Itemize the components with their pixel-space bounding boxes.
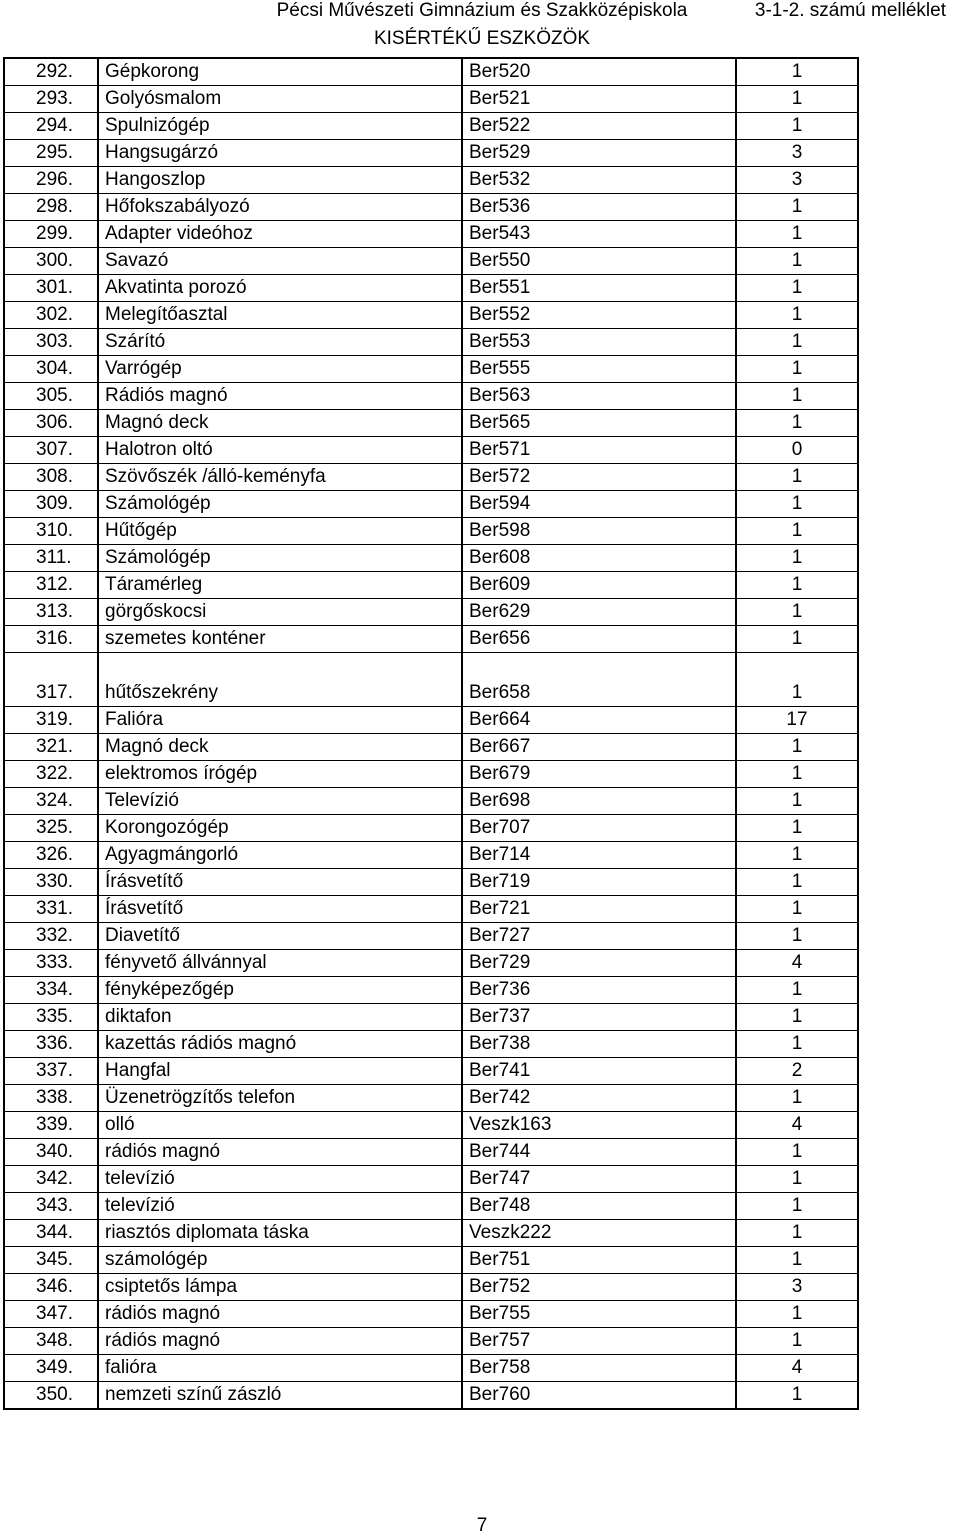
table-row bbox=[4, 329, 858, 356]
table-row bbox=[4, 896, 858, 923]
table-row bbox=[4, 599, 858, 626]
inventory-code: Ber747 bbox=[462, 1166, 736, 1193]
inventory-code: Ber532 bbox=[462, 167, 736, 194]
item-name: riasztós diplomata táska bbox=[98, 1220, 462, 1247]
inventory-code: Ber752 bbox=[462, 1274, 736, 1301]
inventory-code: Ber565 bbox=[462, 410, 736, 437]
row-number: 295. bbox=[4, 140, 98, 167]
row-number: 298. bbox=[4, 194, 98, 221]
item-name: fényvető állvánnyal bbox=[98, 950, 462, 977]
row-number: 300. bbox=[4, 248, 98, 275]
row-number: 340. bbox=[4, 1139, 98, 1166]
inventory-code: Ber757 bbox=[462, 1328, 736, 1355]
quantity: 1 bbox=[736, 815, 858, 842]
inventory-code: Ber552 bbox=[462, 302, 736, 329]
item-name: Számológép bbox=[98, 491, 462, 518]
row-number: 335. bbox=[4, 1004, 98, 1031]
table-row bbox=[4, 653, 858, 707]
row-number: 322. bbox=[4, 761, 98, 788]
item-name: televízió bbox=[98, 1193, 462, 1220]
item-name: Savazó bbox=[98, 248, 462, 275]
inventory-code: Ber737 bbox=[462, 1004, 736, 1031]
table-row bbox=[4, 167, 858, 194]
row-number: 301. bbox=[4, 275, 98, 302]
item-name: Korongozógép bbox=[98, 815, 462, 842]
quantity: 1 bbox=[736, 869, 858, 896]
document-subtitle: KISÉRTÉKŰ ESZKÖZÖK bbox=[373, 28, 591, 49]
quantity: 1 bbox=[736, 491, 858, 518]
table-row bbox=[4, 869, 858, 896]
item-name: Írásvetítő bbox=[98, 896, 462, 923]
item-name: Diavetítő bbox=[98, 923, 462, 950]
inventory-code: Ber594 bbox=[462, 491, 736, 518]
inventory-code: Ber563 bbox=[462, 383, 736, 410]
quantity: 1 bbox=[736, 842, 858, 869]
quantity: 1 bbox=[736, 599, 858, 626]
inventory-code: Ber736 bbox=[462, 977, 736, 1004]
table-row bbox=[4, 734, 858, 761]
table-row bbox=[4, 113, 858, 140]
inventory-code: Ber536 bbox=[462, 194, 736, 221]
row-number: 342. bbox=[4, 1166, 98, 1193]
item-name: Szárító bbox=[98, 329, 462, 356]
table-row bbox=[4, 437, 858, 464]
item-name: elektromos írógép bbox=[98, 761, 462, 788]
inventory-code: Ber721 bbox=[462, 896, 736, 923]
row-number: 309. bbox=[4, 491, 98, 518]
table-row bbox=[4, 1247, 858, 1274]
quantity: 1 bbox=[736, 1328, 858, 1355]
row-number: 346. bbox=[4, 1274, 98, 1301]
inventory-code: Ber608 bbox=[462, 545, 736, 572]
inventory-code: Ber521 bbox=[462, 86, 736, 113]
item-name: televízió bbox=[98, 1166, 462, 1193]
row-number: 334. bbox=[4, 977, 98, 1004]
row-number: 306. bbox=[4, 410, 98, 437]
table-row bbox=[4, 572, 858, 599]
quantity: 1 bbox=[736, 1301, 858, 1328]
inventory-code: Ber529 bbox=[462, 140, 736, 167]
quantity: 1 bbox=[736, 653, 858, 707]
row-number: 336. bbox=[4, 1031, 98, 1058]
quantity: 0 bbox=[736, 437, 858, 464]
row-number: 330. bbox=[4, 869, 98, 896]
table-row bbox=[4, 518, 858, 545]
item-name: hűtőszekrény bbox=[98, 653, 462, 707]
quantity: 1 bbox=[736, 86, 858, 113]
item-name: olló bbox=[98, 1112, 462, 1139]
item-name: Akvatinta porozó bbox=[98, 275, 462, 302]
item-name: Hangfal bbox=[98, 1058, 462, 1085]
inventory-code: Ber744 bbox=[462, 1139, 736, 1166]
item-name: kazettás rádiós magnó bbox=[98, 1031, 462, 1058]
quantity: 1 bbox=[736, 626, 858, 653]
table-row bbox=[4, 626, 858, 653]
item-name: Golyósmalom bbox=[98, 86, 462, 113]
inventory-code: Ber543 bbox=[462, 221, 736, 248]
table-row bbox=[4, 1301, 858, 1328]
quantity: 1 bbox=[736, 410, 858, 437]
quantity: 17 bbox=[736, 707, 858, 734]
inventory-code: Veszk163 bbox=[462, 1112, 736, 1139]
quantity: 1 bbox=[736, 1031, 858, 1058]
inventory-code: Ber698 bbox=[462, 788, 736, 815]
inventory-code: Ber629 bbox=[462, 599, 736, 626]
quantity: 1 bbox=[736, 518, 858, 545]
quantity: 1 bbox=[736, 572, 858, 599]
row-number: 310. bbox=[4, 518, 98, 545]
inventory-table bbox=[3, 57, 859, 1410]
item-name: falióra bbox=[98, 1355, 462, 1382]
inventory-code: Ber755 bbox=[462, 1301, 736, 1328]
item-name: Televízió bbox=[98, 788, 462, 815]
inventory-code: Ber714 bbox=[462, 842, 736, 869]
row-number: 305. bbox=[4, 383, 98, 410]
quantity: 4 bbox=[736, 950, 858, 977]
inventory-code: Ber551 bbox=[462, 275, 736, 302]
item-name: Varrógép bbox=[98, 356, 462, 383]
item-name: rádiós magnó bbox=[98, 1328, 462, 1355]
item-name: Hangoszlop bbox=[98, 167, 462, 194]
row-number: 325. bbox=[4, 815, 98, 842]
quantity: 1 bbox=[736, 545, 858, 572]
quantity: 1 bbox=[736, 788, 858, 815]
quantity: 1 bbox=[736, 761, 858, 788]
item-name: görgőskocsi bbox=[98, 599, 462, 626]
item-name: csiptetős lámpa bbox=[98, 1274, 462, 1301]
table-row bbox=[4, 1382, 858, 1410]
item-name: rádiós magnó bbox=[98, 1301, 462, 1328]
item-name: Agyagmángorló bbox=[98, 842, 462, 869]
row-number: 307. bbox=[4, 437, 98, 464]
table-row bbox=[4, 58, 858, 86]
item-name: Írásvetítő bbox=[98, 869, 462, 896]
quantity: 1 bbox=[736, 329, 858, 356]
row-number: 303. bbox=[4, 329, 98, 356]
row-number: 347. bbox=[4, 1301, 98, 1328]
annex-label: 3-1-2. számú melléklet bbox=[754, 0, 946, 21]
quantity: 1 bbox=[736, 1139, 858, 1166]
table-row bbox=[4, 194, 858, 221]
quantity: 3 bbox=[736, 140, 858, 167]
inventory-code: Ber707 bbox=[462, 815, 736, 842]
row-number: 345. bbox=[4, 1247, 98, 1274]
table-row bbox=[4, 1274, 858, 1301]
row-number: 299. bbox=[4, 221, 98, 248]
quantity: 1 bbox=[736, 302, 858, 329]
table-row bbox=[4, 815, 858, 842]
table-row bbox=[4, 545, 858, 572]
inventory-code: Ber522 bbox=[462, 113, 736, 140]
quantity: 1 bbox=[736, 977, 858, 1004]
table-row bbox=[4, 707, 858, 734]
row-number: 296. bbox=[4, 167, 98, 194]
page-number: 7 bbox=[476, 1515, 488, 1536]
table-row bbox=[4, 1220, 858, 1247]
table-row bbox=[4, 1058, 858, 1085]
inventory-code: Ber727 bbox=[462, 923, 736, 950]
quantity: 4 bbox=[736, 1355, 858, 1382]
row-number: 326. bbox=[4, 842, 98, 869]
quantity: 3 bbox=[736, 1274, 858, 1301]
quantity: 1 bbox=[736, 383, 858, 410]
inventory-code: Ber598 bbox=[462, 518, 736, 545]
inventory-code: Ber553 bbox=[462, 329, 736, 356]
item-name: Halotron oltó bbox=[98, 437, 462, 464]
item-name: Gépkorong bbox=[98, 58, 462, 86]
row-number: 304. bbox=[4, 356, 98, 383]
table-row bbox=[4, 1355, 858, 1382]
item-name: Falióra bbox=[98, 707, 462, 734]
item-name: szemetes konténer bbox=[98, 626, 462, 653]
table-row bbox=[4, 491, 858, 518]
inventory-code: Ber738 bbox=[462, 1031, 736, 1058]
table-row bbox=[4, 1085, 858, 1112]
table-row bbox=[4, 383, 858, 410]
inventory-code: Ber664 bbox=[462, 707, 736, 734]
item-name: Spulnizógép bbox=[98, 113, 462, 140]
quantity: 1 bbox=[736, 1085, 858, 1112]
table-row bbox=[4, 1004, 858, 1031]
quantity: 3 bbox=[736, 167, 858, 194]
row-number: 349. bbox=[4, 1355, 98, 1382]
inventory-code: Ber751 bbox=[462, 1247, 736, 1274]
row-number: 343. bbox=[4, 1193, 98, 1220]
row-number: 313. bbox=[4, 599, 98, 626]
quantity: 1 bbox=[736, 464, 858, 491]
inventory-table-body bbox=[4, 58, 858, 1409]
table-row bbox=[4, 410, 858, 437]
inventory-code: Ber758 bbox=[462, 1355, 736, 1382]
row-number: 338. bbox=[4, 1085, 98, 1112]
table-row bbox=[4, 464, 858, 491]
inventory-code: Ber609 bbox=[462, 572, 736, 599]
quantity: 1 bbox=[736, 1004, 858, 1031]
table-row bbox=[4, 356, 858, 383]
quantity: 1 bbox=[736, 896, 858, 923]
inventory-code: Ber658 bbox=[462, 653, 736, 707]
row-number: 294. bbox=[4, 113, 98, 140]
row-number: 302. bbox=[4, 302, 98, 329]
row-number: 344. bbox=[4, 1220, 98, 1247]
table-row bbox=[4, 1328, 858, 1355]
quantity: 1 bbox=[736, 356, 858, 383]
item-name: Adapter videóhoz bbox=[98, 221, 462, 248]
row-number: 331. bbox=[4, 896, 98, 923]
item-name: Melegítőasztal bbox=[98, 302, 462, 329]
table-row bbox=[4, 275, 858, 302]
table-row bbox=[4, 221, 858, 248]
item-name: Magnó deck bbox=[98, 410, 462, 437]
row-number: 293. bbox=[4, 86, 98, 113]
inventory-code: Ber667 bbox=[462, 734, 736, 761]
item-name: számológép bbox=[98, 1247, 462, 1274]
inventory-code: Veszk222 bbox=[462, 1220, 736, 1247]
inventory-code: Ber742 bbox=[462, 1085, 736, 1112]
quantity: 1 bbox=[736, 58, 858, 86]
quantity: 1 bbox=[736, 923, 858, 950]
row-number: 319. bbox=[4, 707, 98, 734]
quantity: 1 bbox=[736, 275, 858, 302]
item-name: Táramérleg bbox=[98, 572, 462, 599]
inventory-code: Ber550 bbox=[462, 248, 736, 275]
table-row bbox=[4, 842, 858, 869]
table-row bbox=[4, 977, 858, 1004]
item-name: Magnó deck bbox=[98, 734, 462, 761]
quantity: 1 bbox=[736, 734, 858, 761]
row-number: 316. bbox=[4, 626, 98, 653]
school-name: Pécsi Művészeti Gimnázium és Szakközépiskola bbox=[276, 0, 688, 21]
table-row bbox=[4, 1166, 858, 1193]
quantity: 1 bbox=[736, 1166, 858, 1193]
row-number: 333. bbox=[4, 950, 98, 977]
inventory-code: Ber555 bbox=[462, 356, 736, 383]
inventory-code: Ber679 bbox=[462, 761, 736, 788]
quantity: 1 bbox=[736, 1220, 858, 1247]
row-number: 317. bbox=[4, 653, 98, 707]
quantity: 1 bbox=[736, 221, 858, 248]
item-name: Szövőszék /álló-keményfa bbox=[98, 464, 462, 491]
table-row bbox=[4, 950, 858, 977]
row-number: 292. bbox=[4, 58, 98, 86]
inventory-code: Ber572 bbox=[462, 464, 736, 491]
table-row bbox=[4, 248, 858, 275]
table-row bbox=[4, 1112, 858, 1139]
quantity: 1 bbox=[736, 194, 858, 221]
quantity: 1 bbox=[736, 113, 858, 140]
quantity: 4 bbox=[736, 1112, 858, 1139]
table-row bbox=[4, 1031, 858, 1058]
inventory-code: Ber760 bbox=[462, 1382, 736, 1410]
table-row bbox=[4, 86, 858, 113]
table-row bbox=[4, 788, 858, 815]
row-number: 324. bbox=[4, 788, 98, 815]
item-name: Hűtőgép bbox=[98, 518, 462, 545]
table-row bbox=[4, 302, 858, 329]
table-row bbox=[4, 761, 858, 788]
quantity: 1 bbox=[736, 1193, 858, 1220]
quantity: 1 bbox=[736, 248, 858, 275]
quantity: 1 bbox=[736, 1247, 858, 1274]
quantity: 2 bbox=[736, 1058, 858, 1085]
item-name: nemzeti színű zászló bbox=[98, 1382, 462, 1410]
row-number: 348. bbox=[4, 1328, 98, 1355]
item-name: rádiós magnó bbox=[98, 1139, 462, 1166]
inventory-code: Ber520 bbox=[462, 58, 736, 86]
item-name: diktafon bbox=[98, 1004, 462, 1031]
row-number: 308. bbox=[4, 464, 98, 491]
item-name: Hangsugárzó bbox=[98, 140, 462, 167]
item-name: Rádiós magnó bbox=[98, 383, 462, 410]
table-row bbox=[4, 140, 858, 167]
inventory-code: Ber719 bbox=[462, 869, 736, 896]
row-number: 332. bbox=[4, 923, 98, 950]
inventory-code: Ber729 bbox=[462, 950, 736, 977]
row-number: 311. bbox=[4, 545, 98, 572]
inventory-code: Ber656 bbox=[462, 626, 736, 653]
item-name: Hőfokszabályozó bbox=[98, 194, 462, 221]
row-number: 339. bbox=[4, 1112, 98, 1139]
quantity: 1 bbox=[736, 1382, 858, 1410]
row-number: 350. bbox=[4, 1382, 98, 1410]
item-name: Számológép bbox=[98, 545, 462, 572]
row-number: 337. bbox=[4, 1058, 98, 1085]
inventory-code: Ber571 bbox=[462, 437, 736, 464]
row-number: 312. bbox=[4, 572, 98, 599]
inventory-code: Ber741 bbox=[462, 1058, 736, 1085]
inventory-code: Ber748 bbox=[462, 1193, 736, 1220]
item-name: Üzenetrögzítős telefon bbox=[98, 1085, 462, 1112]
table-row bbox=[4, 923, 858, 950]
table-row bbox=[4, 1139, 858, 1166]
table-row bbox=[4, 1193, 858, 1220]
row-number: 321. bbox=[4, 734, 98, 761]
item-name: fényképezőgép bbox=[98, 977, 462, 1004]
